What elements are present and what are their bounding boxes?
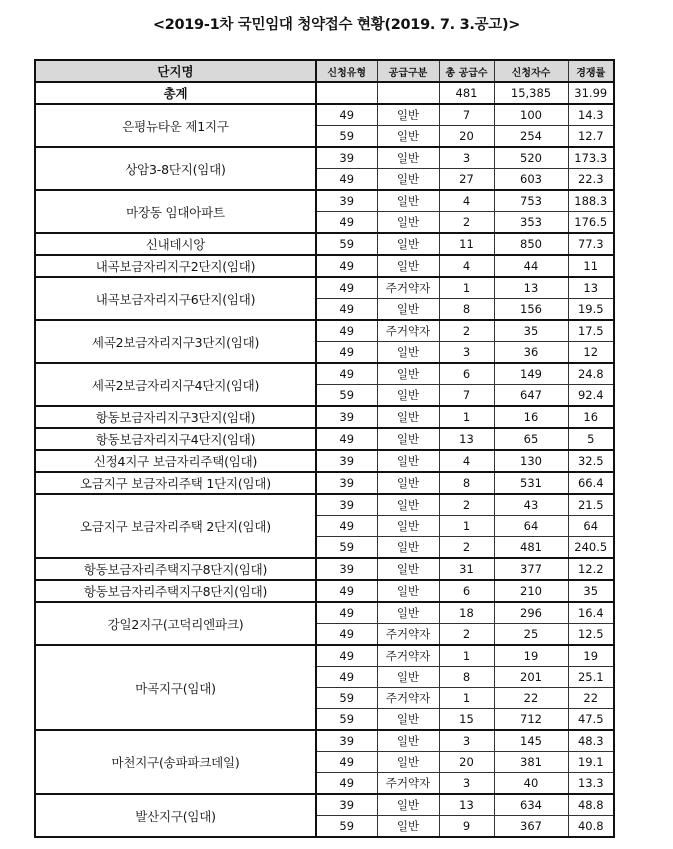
supply-category-cell: 일반 [377,126,439,148]
table-row [35,450,614,472]
applicants-cell: 531 [494,472,568,494]
total-supply-cell: 2 [439,212,494,234]
competition-ratio-cell: 19 [568,645,614,667]
table-row [35,104,614,126]
applicants-cell: 100 [494,104,568,126]
application-type-cell: 39 [316,450,377,472]
total-supply-cell: 13 [439,428,494,450]
header-competition-ratio: 경쟁률 [568,60,614,82]
supply-category-cell: 일반 [377,299,439,321]
applicants-cell: 64 [494,516,568,537]
total-ratio: 31.99 [568,82,614,104]
total-supply-cell: 1 [439,645,494,667]
supply-category-cell: 일반 [377,104,439,126]
table-row [35,730,614,752]
competition-ratio-cell: 176.5 [568,212,614,234]
competition-ratio-cell: 35 [568,580,614,602]
total-supply-cell: 20 [439,126,494,148]
header-row [35,60,614,82]
total-supply-cell: 7 [439,385,494,407]
applicants-cell: 201 [494,667,568,688]
application-type-cell: 49 [316,602,377,624]
competition-ratio-cell: 77.3 [568,233,614,255]
applicants-cell: 603 [494,169,568,191]
total-supply-cell: 31 [439,558,494,580]
application-type-cell: 49 [316,667,377,688]
applicants-cell: 22 [494,688,568,709]
supply-category-cell: 일반 [377,516,439,537]
application-type-cell: 39 [316,472,377,494]
supply-category-cell: 일반 [377,730,439,752]
competition-ratio-cell: 19.1 [568,752,614,773]
total-supply-cell: 1 [439,516,494,537]
total-supply-cell: 6 [439,580,494,602]
competition-ratio-cell: 48.3 [568,730,614,752]
competition-ratio-cell: 22 [568,688,614,709]
application-type-cell: 39 [316,730,377,752]
complex-name: 상암3-8단지(임대) [35,147,316,190]
applicants-cell: 35 [494,320,568,342]
application-type-cell: 49 [316,645,377,667]
competition-ratio-cell: 22.3 [568,169,614,191]
total-supply-cell: 18 [439,602,494,624]
supply-category-cell: 일반 [377,342,439,364]
competition-ratio-cell: 173.3 [568,147,614,169]
total-supply: 481 [439,82,494,104]
supply-category-cell: 주거약자 [377,645,439,667]
complex-name: 신정4지구 보금자리주택(임대) [35,450,316,472]
total-supply-cell: 6 [439,363,494,385]
application-type-cell: 59 [316,385,377,407]
supply-category-cell: 일반 [377,558,439,580]
supply-category-cell: 일반 [377,709,439,731]
total-supply-cell: 8 [439,667,494,688]
applicants-cell: 43 [494,494,568,516]
application-type-cell: 59 [316,233,377,255]
supply-category-cell: 일반 [377,385,439,407]
applicants-cell: 647 [494,385,568,407]
competition-ratio-cell: 188.3 [568,190,614,212]
supply-category-cell: 일반 [377,233,439,255]
competition-ratio-cell: 16 [568,406,614,428]
supply-category-cell: 일반 [377,255,439,277]
application-type-cell: 49 [316,342,377,364]
total-supply-cell: 3 [439,773,494,795]
total-supply-cell: 3 [439,147,494,169]
header-application-type: 신청유형 [316,60,377,82]
applicants-cell: 481 [494,537,568,559]
application-type-cell: 39 [316,190,377,212]
application-type-cell: 49 [316,277,377,299]
header-supply-category: 공급구분 [377,60,439,82]
page-title: <2019-1차 국민임대 청약접수 현황(2019. 7. 3.공고)> [152,17,521,33]
competition-ratio-cell: 12 [568,342,614,364]
application-type-cell: 59 [316,688,377,709]
total-supply-cell: 3 [439,730,494,752]
total-supply-cell: 15 [439,709,494,731]
competition-ratio-cell: 12.5 [568,624,614,646]
application-type-cell: 49 [316,580,377,602]
supply-category-cell: 일반 [377,602,439,624]
application-type-cell: 49 [316,212,377,234]
competition-ratio-cell: 12.7 [568,126,614,148]
header-complex-name: 단지명 [35,60,316,82]
total-supply-type [377,82,439,104]
complex-name: 신내데시앙 [35,233,316,255]
complex-name: 마천지구(송파파크데일) [35,730,316,794]
applicants-cell: 712 [494,709,568,731]
total-supply-cell: 8 [439,472,494,494]
application-type-cell: 49 [316,516,377,537]
applicants-cell: 149 [494,363,568,385]
competition-ratio-cell: 25.1 [568,667,614,688]
application-type-cell: 39 [316,147,377,169]
competition-ratio-cell: 32.5 [568,450,614,472]
table-row [35,602,614,624]
supply-category-cell: 일반 [377,428,439,450]
application-type-cell: 39 [316,494,377,516]
applicants-cell: 353 [494,212,568,234]
total-supply-cell: 2 [439,494,494,516]
table-row [35,558,614,580]
supply-category-cell: 일반 [377,363,439,385]
complex-name: 은평뉴타운 제1지구 [35,104,316,147]
applicants-cell: 520 [494,147,568,169]
competition-ratio-cell: 66.4 [568,472,614,494]
complex-name: 내곡보금자리지구6단지(임대) [35,277,316,320]
supply-category-cell: 일반 [377,212,439,234]
supply-category-cell: 주거약자 [377,688,439,709]
applicants-cell: 145 [494,730,568,752]
application-type-cell: 49 [316,752,377,773]
application-type-cell: 39 [316,406,377,428]
table-row [35,233,614,255]
table-row [35,580,614,602]
total-supply-cell: 2 [439,624,494,646]
total-supply-cell: 1 [439,406,494,428]
competition-ratio-cell: 48.8 [568,794,614,816]
applicants-cell: 130 [494,450,568,472]
total-supply-cell: 8 [439,299,494,321]
applicants-cell: 65 [494,428,568,450]
total-applicants: 15,385 [494,82,568,104]
applicants-cell: 210 [494,580,568,602]
application-type-cell: 59 [316,816,377,838]
competition-ratio-cell: 40.8 [568,816,614,838]
total-supply-cell: 1 [439,688,494,709]
applicants-cell: 156 [494,299,568,321]
table-row [35,255,614,277]
total-supply-cell: 2 [439,537,494,559]
total-supply-cell: 4 [439,190,494,212]
application-type-cell: 49 [316,255,377,277]
applicants-cell: 25 [494,624,568,646]
supply-category-cell: 일반 [377,816,439,838]
supply-category-cell: 주거약자 [377,277,439,299]
competition-ratio-cell: 92.4 [568,385,614,407]
applicants-cell: 40 [494,773,568,795]
applicants-cell: 634 [494,794,568,816]
complex-name: 항동보금자리지구4단지(임대) [35,428,316,450]
table-row [35,363,614,385]
competition-ratio-cell: 13 [568,277,614,299]
application-type-cell: 59 [316,709,377,731]
applicants-cell: 367 [494,816,568,838]
supply-category-cell: 일반 [377,580,439,602]
complex-name: 오금지구 보금자리주택 2단지(임대) [35,494,316,558]
complex-name: 내곡보금자리지구2단지(임대) [35,255,316,277]
table-row [35,428,614,450]
total-row [35,82,614,104]
supply-category-cell: 주거약자 [377,320,439,342]
table-row [35,406,614,428]
competition-ratio-cell: 24.8 [568,363,614,385]
table-row [35,277,614,299]
application-type-cell: 49 [316,320,377,342]
header-total-supply: 총 공급수 [439,60,494,82]
total-supply-cell: 3 [439,342,494,364]
supply-category-cell: 주거약자 [377,773,439,795]
total-supply-cell: 1 [439,277,494,299]
application-type-cell: 49 [316,428,377,450]
complex-name: 세곡2보금자리지구3단지(임대) [35,320,316,363]
application-type-cell: 49 [316,773,377,795]
supply-category-cell: 일반 [377,794,439,816]
application-type-cell: 59 [316,126,377,148]
competition-ratio-cell: 13.3 [568,773,614,795]
supply-category-cell: 일반 [377,752,439,773]
total-supply-cell: 9 [439,816,494,838]
application-type-cell: 39 [316,558,377,580]
applicants-cell: 296 [494,602,568,624]
supply-category-cell: 일반 [377,190,439,212]
application-type-cell: 49 [316,169,377,191]
competition-ratio-cell: 12.2 [568,558,614,580]
complex-name: 마곡지구(임대) [35,645,316,730]
total-type [316,82,377,104]
table-row [35,794,614,816]
application-status-table [34,59,615,838]
supply-category-cell: 일반 [377,147,439,169]
applicants-cell: 753 [494,190,568,212]
total-label: 총계 [35,82,316,104]
competition-ratio-cell: 64 [568,516,614,537]
complex-name: 항동보금자리주택지구8단지(임대) [35,580,316,602]
supply-category-cell: 일반 [377,667,439,688]
table-row [35,645,614,667]
supply-category-cell: 일반 [377,537,439,559]
competition-ratio-cell: 240.5 [568,537,614,559]
application-type-cell: 49 [316,363,377,385]
competition-ratio-cell: 5 [568,428,614,450]
complex-name: 강일2지구(고덕리엔파크) [35,602,316,645]
applicants-cell: 254 [494,126,568,148]
total-supply-cell: 7 [439,104,494,126]
application-type-cell: 59 [316,537,377,559]
application-type-cell: 49 [316,104,377,126]
table-row [35,494,614,516]
applicants-cell: 850 [494,233,568,255]
total-supply-cell: 2 [439,320,494,342]
applicants-cell: 377 [494,558,568,580]
applicants-cell: 381 [494,752,568,773]
complex-name: 마장동 임대아파트 [35,190,316,233]
complex-name: 항동보금자리주택지구8단지(임대) [35,558,316,580]
supply-category-cell: 일반 [377,472,439,494]
supply-category-cell: 일반 [377,169,439,191]
competition-ratio-cell: 17.5 [568,320,614,342]
supply-category-cell: 일반 [377,406,439,428]
competition-ratio-cell: 21.5 [568,494,614,516]
competition-ratio-cell: 16.4 [568,602,614,624]
table-row [35,320,614,342]
table-row [35,472,614,494]
applicants-cell: 19 [494,645,568,667]
applicants-cell: 13 [494,277,568,299]
complex-name: 오금지구 보금자리주택 1단지(임대) [35,472,316,494]
competition-ratio-cell: 19.5 [568,299,614,321]
supply-category-cell: 일반 [377,494,439,516]
application-type-cell: 49 [316,624,377,646]
total-supply-cell: 27 [439,169,494,191]
competition-ratio-cell: 11 [568,255,614,277]
total-supply-cell: 4 [439,255,494,277]
competition-ratio-cell: 14.3 [568,104,614,126]
total-supply-cell: 4 [439,450,494,472]
total-supply-cell: 20 [439,752,494,773]
application-type-cell: 49 [316,299,377,321]
total-supply-cell: 13 [439,794,494,816]
table-row [35,190,614,212]
application-type-cell: 39 [316,794,377,816]
complex-name: 항동보금자리지구3단지(임대) [35,406,316,428]
competition-ratio-cell: 47.5 [568,709,614,731]
header-applicants: 신청자수 [494,60,568,82]
applicants-cell: 36 [494,342,568,364]
table-row [35,147,614,169]
supply-category-cell: 주거약자 [377,624,439,646]
total-supply-cell: 11 [439,233,494,255]
complex-name: 세곡2보금자리지구4단지(임대) [35,363,316,406]
supply-category-cell: 일반 [377,450,439,472]
complex-name: 발산지구(임대) [35,794,316,837]
applicants-cell: 44 [494,255,568,277]
applicants-cell: 16 [494,406,568,428]
